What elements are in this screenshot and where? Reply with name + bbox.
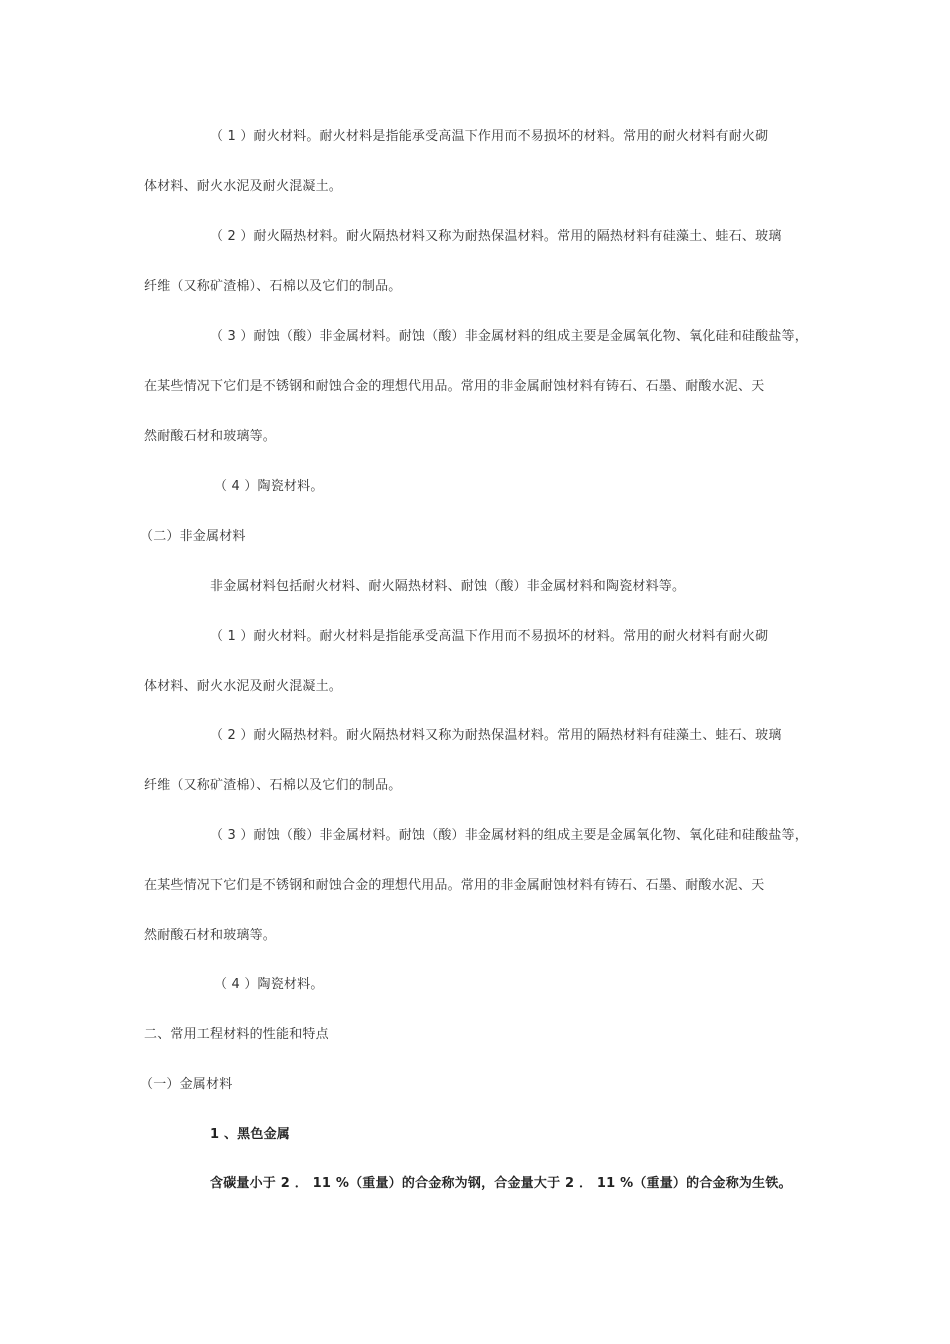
paragraph-line-ceramic: （ 4 ）陶瓷材料。 [214, 479, 324, 494]
paragraph-line-insulation-2: 纤维（又称矿渣棉）、石棉以及它们的制品。 [144, 279, 402, 294]
chapter-heading-properties: 二、常用工程材料的性能和特点 [144, 1027, 329, 1042]
paragraph-line-insulation-1: （ 2 ）耐火隔热材料。耐火隔热材料又称为耐热保温材料。常用的隔热材料有硅藻土、蛙石、玻璃 [210, 229, 782, 244]
paragraph-line-carbon-content: 含碳量小于 2 ． 11 %（重量）的合金称为钢，合金量大于 2 ． 11 %（重量）的合金称为生铁。 [210, 1176, 792, 1191]
paragraph-line-corrosion-repeat-2: 在某些情况下它们是不锈钢和耐蚀合金的理想代用品。常用的非金属耐蚀材料有铸石、石墨、耐酸水泥、天 [144, 878, 765, 893]
paragraph-line-corrosion-3: 然耐酸石材和玻璃等。 [144, 429, 277, 444]
paragraph-line-ceramic-repeat: （ 4 ）陶瓷材料。 [214, 977, 324, 992]
paragraph-line-refractory-repeat-2: 体材料、耐火水泥及耐火混凝土。 [144, 679, 343, 694]
section-heading-nonmetal: （二）非金属材料 [140, 529, 246, 544]
section-heading-metal: （一）金属材料 [140, 1077, 233, 1092]
paragraph-line-refractory-1: （ 1 ）耐火材料。耐火材料是指能承受高温下作用而不易损坏的材料。常用的耐火材料有耐火砌 [210, 129, 769, 144]
paragraph-line-corrosion-1: （ 3 ）耐蚀（酸）非金属材料。耐蚀（酸）非金属材料的组成主要是金属氧化物、氧化硅和硅酸盐等， [210, 329, 808, 344]
paragraph-line-insulation-repeat-2: 纤维（又称矿渣棉）、石棉以及它们的制品。 [144, 778, 402, 793]
paragraph-line-corrosion-repeat-3: 然耐酸石材和玻璃等。 [144, 928, 277, 943]
subsection-heading-ferrous: 1 、黑色金属 [210, 1127, 290, 1142]
paragraph-line-refractory-2: 体材料、耐火水泥及耐火混凝土。 [144, 179, 343, 194]
paragraph-line-corrosion-2: 在某些情况下它们是不锈钢和耐蚀合金的理想代用品。常用的非金属耐蚀材料有铸石、石墨、耐酸水泥、天 [144, 379, 765, 394]
paragraph-line-insulation-repeat-1: （ 2 ）耐火隔热材料。耐火隔热材料又称为耐热保温材料。常用的隔热材料有硅藻土、蛙石、玻璃 [210, 728, 782, 743]
paragraph-line-refractory-repeat-1: （ 1 ）耐火材料。耐火材料是指能承受高温下作用而不易损坏的材料。常用的耐火材料有耐火砌 [210, 629, 769, 644]
paragraph-line-nonmetal-intro: 非金属材料包括耐火材料、耐火隔热材料、耐蚀（酸）非金属材料和陶瓷材料等。 [210, 579, 686, 594]
paragraph-line-corrosion-repeat-1: （ 3 ）耐蚀（酸）非金属材料。耐蚀（酸）非金属材料的组成主要是金属氧化物、氧化硅和硅酸盐等， [210, 828, 808, 843]
